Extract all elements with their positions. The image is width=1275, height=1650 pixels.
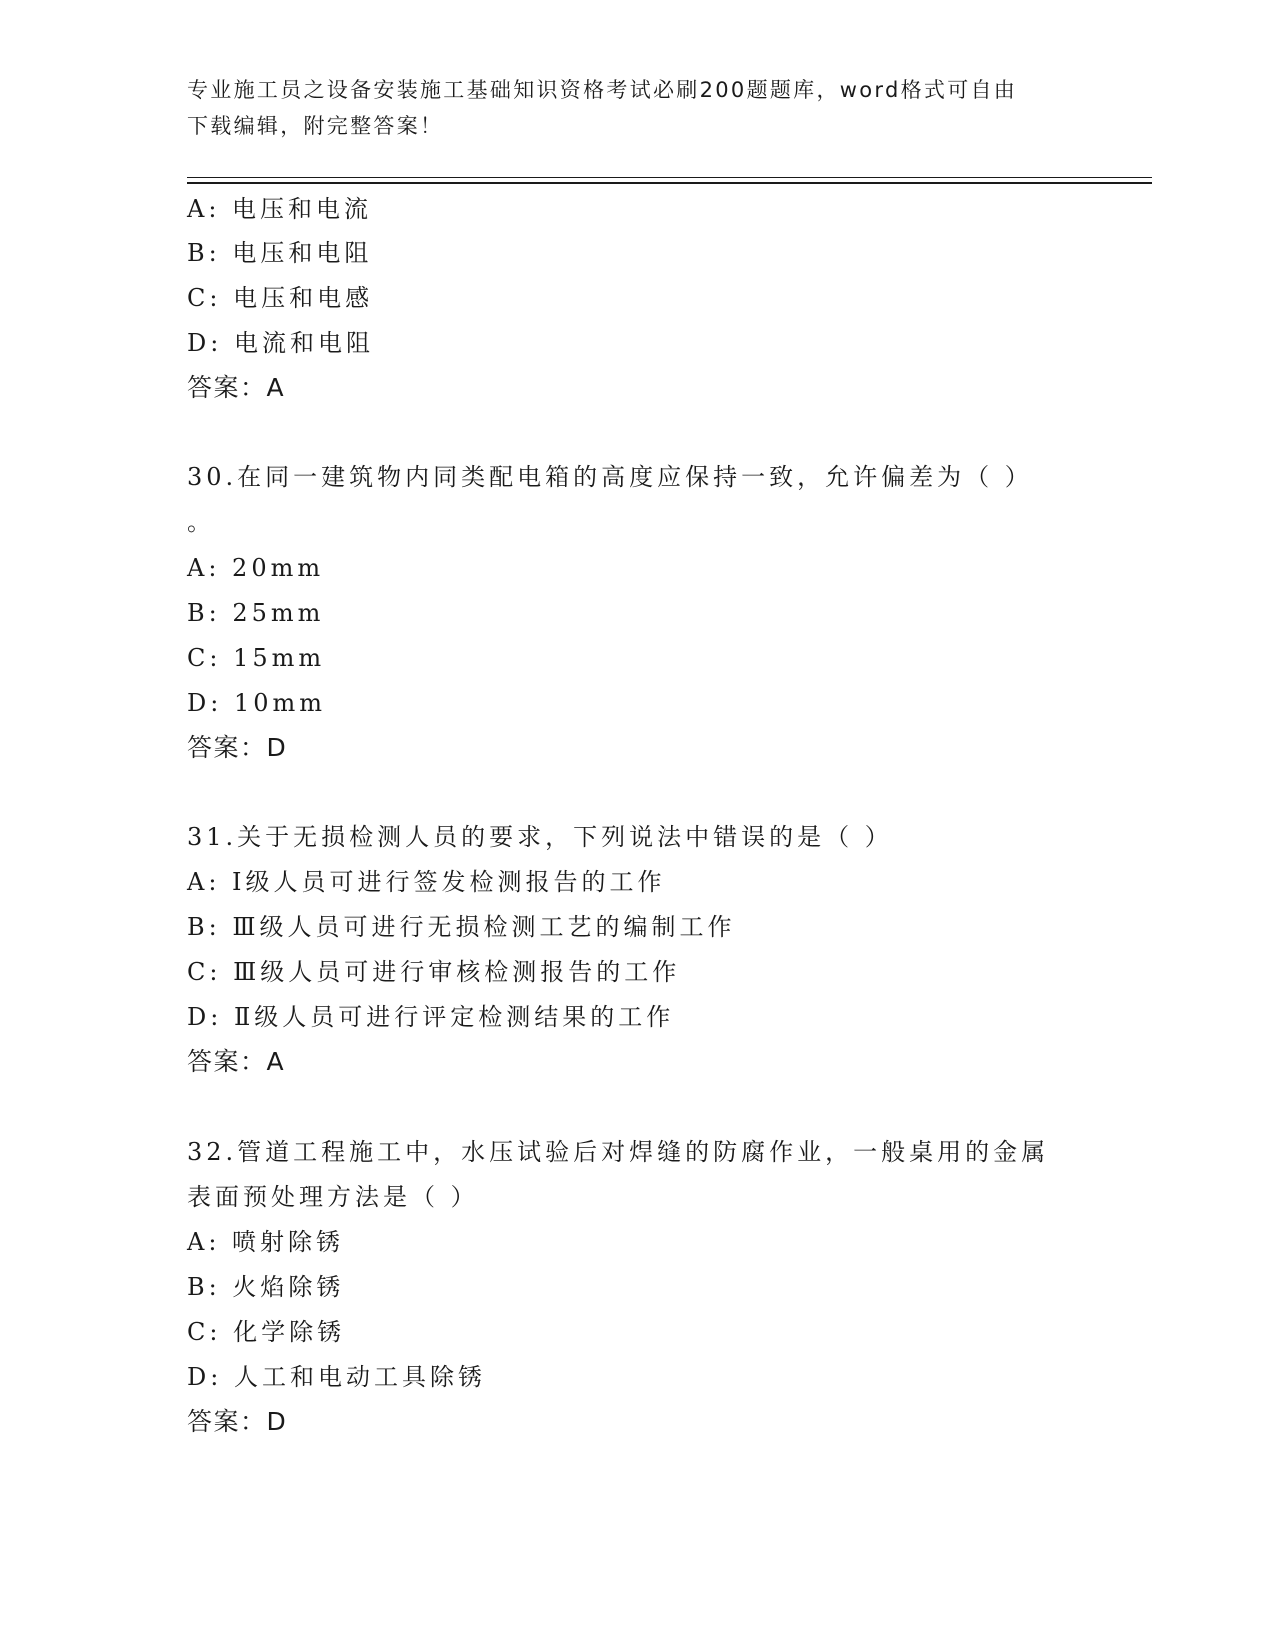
q30-option-c: C: 15mm [187, 644, 326, 672]
q30-question-line-2: 。 [187, 508, 215, 536]
q30-option-d: D: 10mm [187, 689, 327, 717]
q32-answer: 答案：D [187, 1407, 288, 1436]
q32-option-d: D: 人工和电动工具除锈 [187, 1363, 486, 1391]
q30-option-b: B: 25mm [187, 599, 325, 627]
q29-option-c: C: 电压和电感 [187, 284, 374, 312]
header-title-line-2: 下载编辑，附完整答案！ [187, 114, 444, 138]
q32-option-b: B: 火焰除锈 [187, 1273, 345, 1301]
document-header [187, 72, 1087, 144]
header-title-line-1: 专业施工员之设备安装施工基础知识资格考试必刷200题题库，word格式可自由 [187, 78, 1018, 102]
q30-option-a: A: 20mm [187, 554, 325, 582]
header-divider-thin [187, 177, 1152, 178]
q29-answer: 答案：A [187, 373, 286, 402]
q31-answer: 答案：A [187, 1047, 286, 1076]
q31-option-b: B: Ⅲ级人员可进行无损检测工艺的编制工作 [187, 913, 736, 941]
q32-option-a: A: 喷射除锈 [187, 1228, 345, 1256]
header-divider-thick [187, 182, 1152, 184]
q29-option-a: A: 电压和电流 [187, 195, 373, 223]
q31-option-c: C: Ⅲ级人员可进行审核检测报告的工作 [187, 958, 681, 986]
q32-question-line-2: 表面预处理方法是（ ） [187, 1183, 479, 1211]
q32-option-c: C: 化学除锈 [187, 1318, 346, 1346]
q29-option-d: D: 电流和电阻 [187, 329, 374, 357]
q32-question-line-1: 32.管道工程施工中，水压试验后对焊缝的防腐作业，一般桌用的金属 [187, 1138, 1050, 1166]
q29-option-b: B: 电压和电阻 [187, 239, 373, 267]
q31-option-d: D: Ⅱ级人员可进行评定检测结果的工作 [187, 1003, 675, 1031]
q31-option-a: A: Ⅰ级人员可进行签发检测报告的工作 [187, 868, 666, 896]
q30-question-line-1: 30.在同一建筑物内同类配电箱的高度应保持一致，允许偏差为（ ） [187, 463, 1033, 491]
q30-answer: 答案：D [187, 733, 288, 762]
q31-question: 31.关于无损检测人员的要求，下列说法中错误的是（ ） [187, 823, 893, 851]
